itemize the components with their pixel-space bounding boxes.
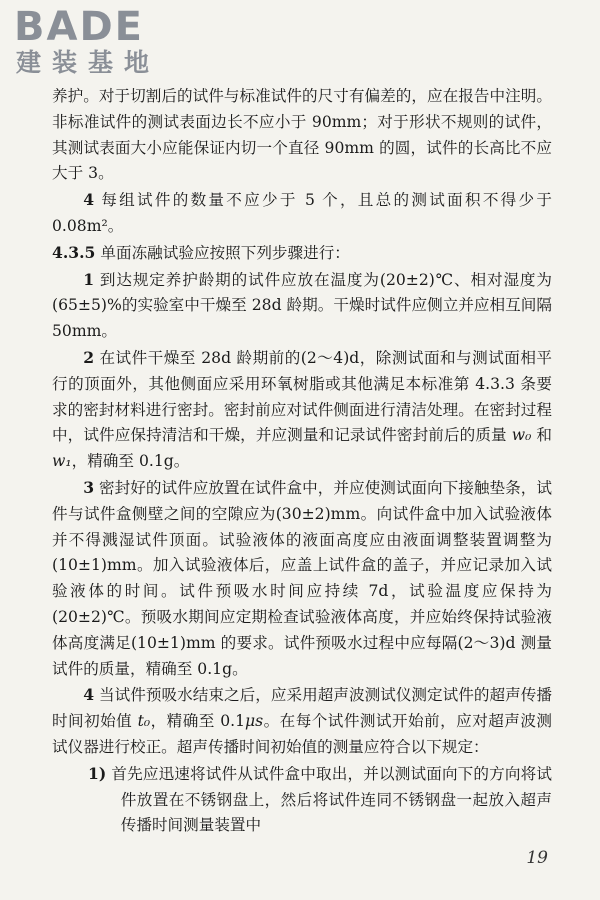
clause-4-3-5-item-1: 1 到达规定养护龄期的试件应放在温度为(20±2)℃、相对湿度为(65±5)%的实验室中干燥至 28d 龄期。干燥时试件应侧立并应相互间隔 50mm。 [52, 269, 552, 341]
clause-4-3-4-item-4: 4 每组试件的数量不应少于 5 个，且总的测试面积不得少于 0.08m²。 [52, 190, 552, 235]
watermark-logo-text: BADE [14, 4, 144, 50]
clause-4-3-5-heading: 4.3.5 单面冻融试验应按照下列步骤进行： [52, 242, 350, 262]
paragraph-continuation: 养护。对于切割后的试件与标准试件的尺寸有偏差的，应在报告中注明。非标准试件的测试表面边长不应小于 90mm；对于形状不规则的试件，其测试表面大小应能保证内切一个直径 90mm 的圆，试件的长高比不应大于 3。 [52, 87, 552, 183]
clause-4-3-5-item-4: 4 当试件预吸水结束之后，应采用超声波测试仪测定试件的超声传播时间初始值 t₀，精确至 0.1μs。在每个试件测试开始前，应对超声波测试仪器进行校正。超声传播时间初始值的测量应符合以下规定： [52, 685, 552, 756]
document-body [52, 84, 552, 839]
page-number: 19 [526, 848, 548, 868]
watermark-logo [14, 6, 160, 78]
clause-4-3-5-item-3: 3 密封好的试件应放置在试件盒中，并应使测试面向下接触垫条，试件与试件盒侧壁之间的空隙应为(30±2)mm。向试件盒中加入试验液体并不得溅湿试件顶面。试验液体的液面高度应由液面调整装置调整为(10±1)mm。加入试验液体后，应盖上试件盒的盖子，并应记录加入试验液体的时间。试件预吸水时间应持续 7d，试验温度应保持为(20±2)℃。预吸水期间应定期检查试验液体高度，并应始终保持试验液体高度满足(10±1)mm 的要求。试件预吸水过程中应每隔(2～3)d 测量试件的质量，精确至 0.1g。 [52, 477, 552, 678]
watermark-subtitle: 建装基地 [16, 48, 161, 77]
clause-4-3-5-item-4-sub-1: 1) 首先应迅速将试件从试件盒中取出，并以测试面向下的方向将试件放置在不锈钢盘上，然后将试件连同不锈钢盘一起放入超声传播时间测量装置中 [88, 763, 552, 835]
clause-4-3-5-item-2: 2 在试件干燥至 28d 龄期前的(2～4)d，除测试面和与测试面相平行的顶面外，其他侧面应采用环氧树脂或其他满足本标准第 4.3.3 条要求的密封材料进行密封。密封前应对试件侧面进行清洁处理。在密封过程中，试件应保持清洁和干燥，并应测量和记录试件密封前后的质量 w₀ 和 w₁，精确至 0.1g。 [52, 347, 552, 471]
